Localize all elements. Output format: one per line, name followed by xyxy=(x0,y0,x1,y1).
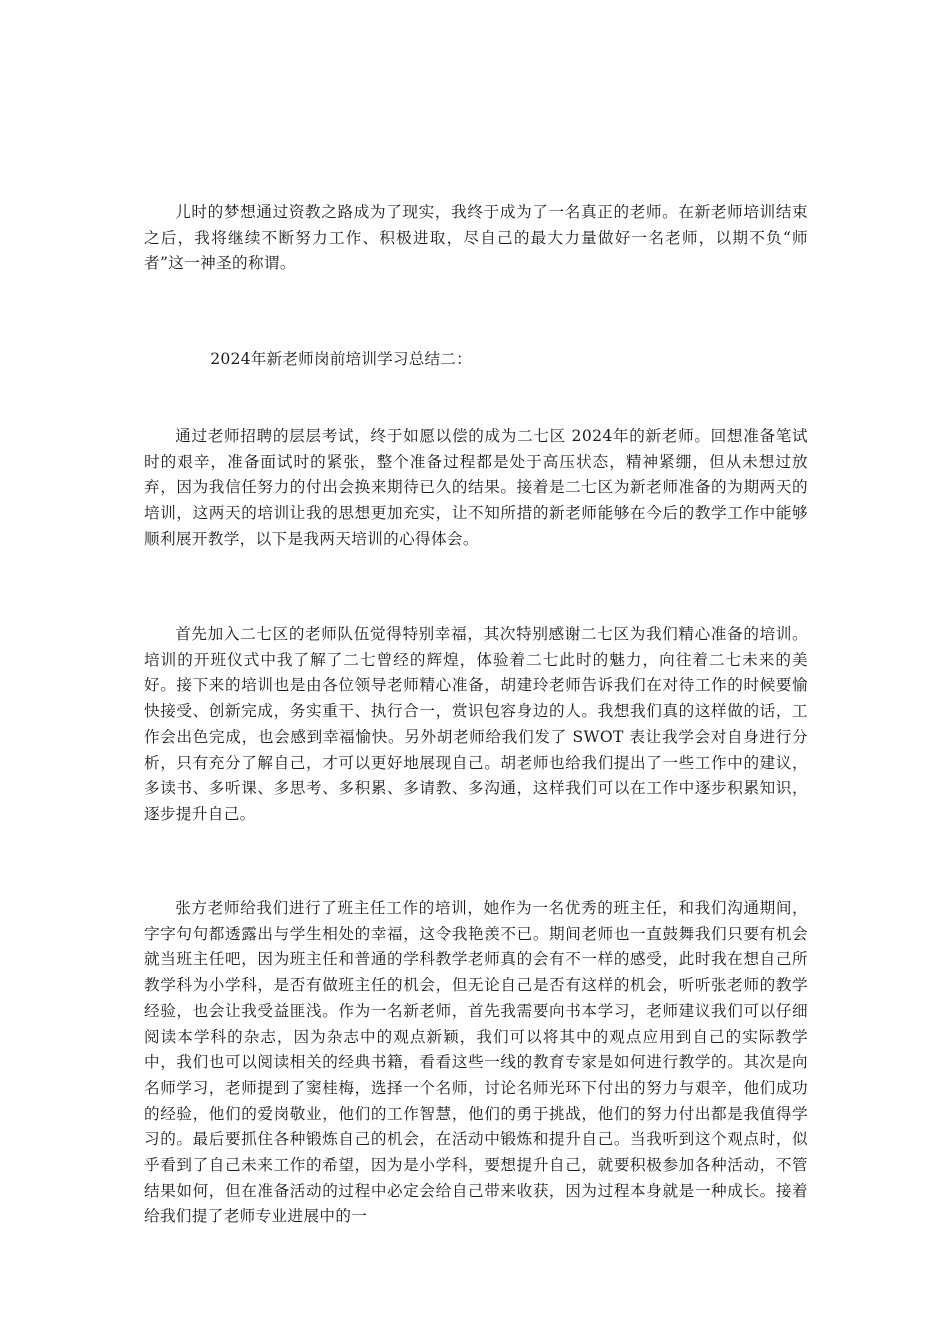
paragraph-4: 张方老师给我们进行了班主任工作的培训，她作为一名优秀的班主任，和我们沟通期间，字字句句都透露出与学生相处的幸福，这令我艳羡不已。期间老师也一直鼓舞我们只要有机会就当班主任吧，因为班主任和普通的学科教学老师真的会有不一样的感受，此时我在想自己所教学科为小学科，是否有做班主任的机会，但无论自己是否有这样的机会，听听张老师的教学经验，也会让我受益匪浅。作为一名新老师，首先我需要向书本学习，老师建议我们可以仔细阅读本学科的杂志，因为杂志中的观点新颖，我们可以将其中的观点应用到自己的实际教学中，我们也可以阅读相关的经典书籍，看看这些一线的教育专家是如何进行教学的。其次是向名师学习，老师提到了窦桂梅，选择一个名师，讨论名师光环下付出的努力与艰辛，他们成功的经验，他们的爱岗敬业，他们的工作智慧，他们的勇于挑战，他们的努力付出都是我值得学习的。最后要抓住各种锻炼自己的机会，在活动中锻炼和提升自己。当我听到这个观点时，似乎看到了自己未来工作的希望，因为是小学科，要想提升自己，就要积极参加各种活动，不管结果如何，但在准备活动的过程中必定会给自己带来收获，因为过程本身就是一种成长。接着给我们提了老师专业进展中的一 xyxy=(144,899,808,1226)
paragraph-1: 儿时的梦想通过资教之路成为了现实，我终于成为了一名真正的老师。在新老师培训结束之后，我将继续不断努力工作、积极进取，尽自己的最大力量做好一名老师，以期不负“师者”这一神圣的称谓。 xyxy=(144,203,808,273)
section-heading: 2024年新老师岗前培训学习总结二： xyxy=(210,350,472,368)
paragraph-2: 通过老师招聘的层层考试，终于如愿以偿的成为二七区 2024年的新老师。回想准备笔试时的艰辛，准备面试时的紧张，整个准备过程都是处于高压状态，精神紧绷，但从未想过放弃，因为我信任努力的付出会换来期待已久的结果。接着是二七区为新老师准备的为期两天的培训，这两天的培训让我的思想更加充实，让不知所措的新老师能够在今后的教学工作中能够顺利展开教学，以下是我两天培训的心得体会。 xyxy=(144,427,808,548)
paragraph-3: 首先加入二七区的老师队伍觉得特别幸福，其次特别感谢二七区为我们精心准备的培训。培训的开班仪式中我了解了二七曾经的辉煌，体验着二七此时的魅力，向往着二七未来的美好。接下来的培训也是由各位领导老师精心准备，胡建玲老师告诉我们在对待工作的时候要愉快接受、创新完成，务实重干、执行合一，赏识包容身边的人。我想我们真的这样做的话，工作会出色完成，也会感到幸福愉快。另外胡老师给我们发了 SWOT 表让我学会对自身进行分析，只有充分了解自己，才可以更好地展现自己。胡老师也给我们提出了一些工作中的建议，多读书、多听课、多思考、多积累、多请教、多沟通，这样我们可以在工作中逐步积累知识，逐步提升自己。 xyxy=(144,625,808,823)
